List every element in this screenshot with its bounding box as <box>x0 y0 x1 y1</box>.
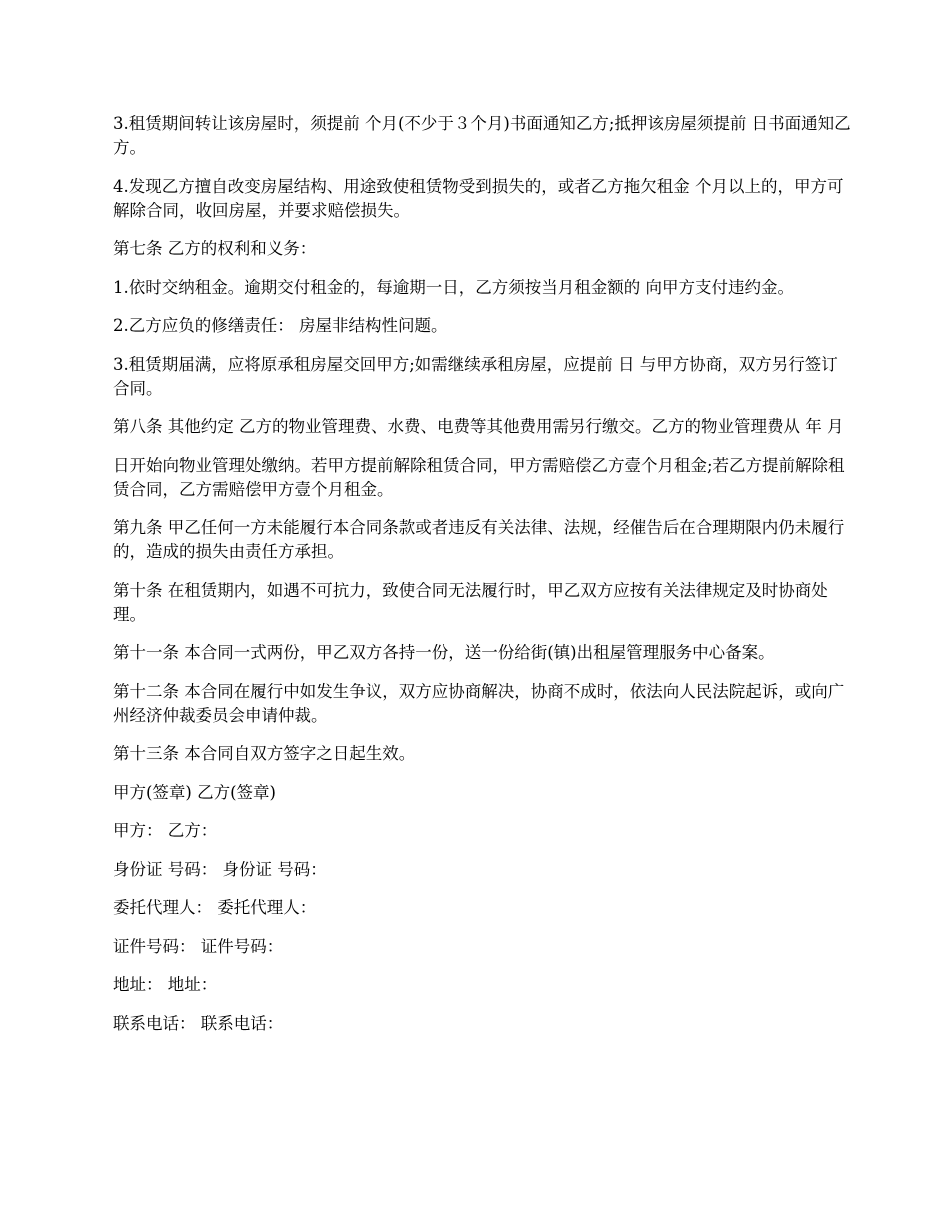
id-number-line: 身份证 号码： 身份证 号码： <box>113 859 327 879</box>
address-line: 地址： 地址： <box>113 975 218 994</box>
clause-paragraph: 1.依时交纳租金。逾期交付租金的，每逾期一日，乙方须按当月租金额的 向甲方支付违约金。 <box>113 277 794 297</box>
clause-paragraph: 3.租赁期间转让该房屋时，须提前 个月(不少于３个月)书面通知乙方;抵押该房屋须提前 日书面通知乙方。 <box>113 114 851 157</box>
article-paragraph: 第十三条 本合同自双方签字之日起生效。 <box>113 744 416 763</box>
document-body <box>113 112 853 1050</box>
article-paragraph: 第八条 其他约定 乙方的物业管理费、水费、电费等其他费用需另行缴交。乙方的物业管理费从 年 月 <box>113 417 844 436</box>
article-paragraph: 第十二条 本合同在履行中如发生争议，双方应协商解决，协商不成时，依法向人民法院起诉，或向广州经济仲裁委员会申请仲裁。 <box>113 681 845 725</box>
clause-paragraph: 2.乙方应负的修缮责任： 房屋非结构性问题。 <box>113 316 448 335</box>
signature-line: 甲方(签章) 乙方(签章) <box>113 782 276 802</box>
clause-paragraph: 3.租赁期届满，应将原承租房屋交回甲方;如需继续承租房屋，应提前 日 与甲方协商，双方另行签订合同。 <box>113 354 838 398</box>
agent-line: 委托代理人： 委托代理人： <box>113 898 317 917</box>
article-paragraph: 日开始向物业管理处缴纳。若甲方提前解除租赁合同，甲方需赔偿乙方壹个月租金;若乙方提前解除租赁合同，乙方需赔偿甲方壹个月租金。 <box>113 455 845 499</box>
certificate-number-line: 证件号码： 证件号码： <box>113 936 284 956</box>
phone-line: 联系电话： 联系电话： <box>113 1013 284 1033</box>
clause-paragraph: 4.发现乙方擅自改变房屋结构、用途致使租赁物受到损失的，或者乙方拖欠租金 个月以上的，甲方可解除合同，收回房屋，并要求赔偿损失。 <box>113 176 844 220</box>
article-paragraph: 第十条 在租赁期内，如遇不可抗力，致使合同无法履行时，甲乙双方应按有关法律规定及时协商处理。 <box>113 580 828 624</box>
article-heading: 第七条 乙方的权利和义务： <box>113 239 317 258</box>
party-line: 甲方： 乙方： <box>113 821 218 840</box>
article-paragraph: 第九条 甲乙任何一方未能履行本合同条款或者违反有关法律、法规，经催告后在合理期限内仍未履行的，造成的损失由责任方承担。 <box>113 518 845 561</box>
article-paragraph: 第十一条 本合同一式两份，甲乙双方各持一份，送一份给街(镇)出租屋管理服务中心备案。 <box>113 643 775 662</box>
